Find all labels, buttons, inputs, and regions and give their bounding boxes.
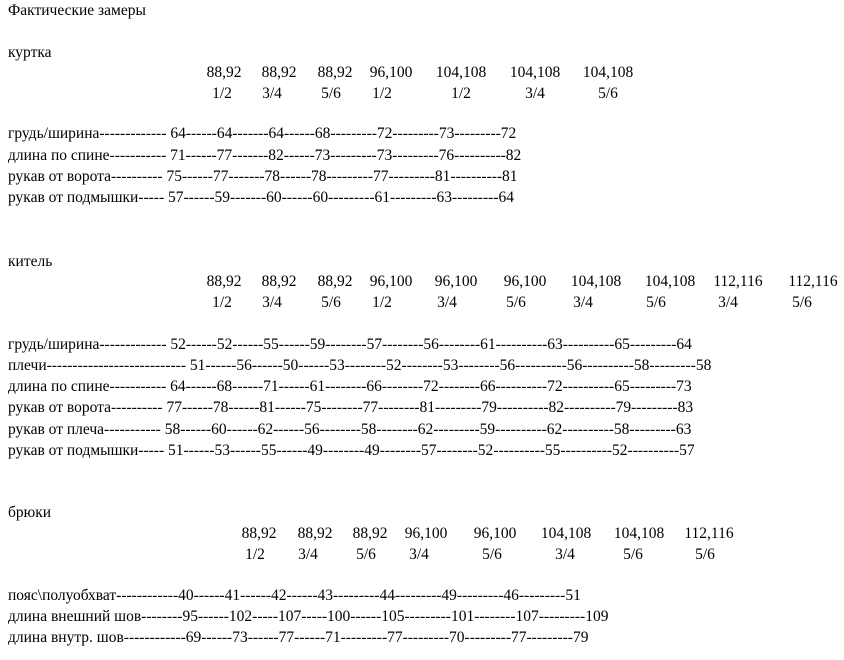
size-height: 88,92 (352, 525, 388, 542)
size-height: 88,92 (241, 525, 277, 542)
size-height: 88,92 (261, 273, 297, 290)
section-title-tunic: китель (8, 253, 53, 270)
measurement-row: рукав от ворота---------- 75------77-------78------78---------77---------81----------81 (8, 168, 518, 185)
measurement-row: длина по спине----------- 71------77-------82------73---------73---------76----------82 (8, 147, 522, 164)
size-fit: 5/6 (482, 546, 502, 563)
size-fit: 5/6 (321, 294, 341, 311)
size-height: 88,92 (317, 273, 353, 290)
size-fit: 5/6 (506, 294, 526, 311)
measurement-row: грудь/ширина------------- 52------52------55------59--------57--------56--------61----------63----------65---------64 (8, 336, 692, 353)
size-height: 96,100 (503, 273, 547, 290)
size-height: 96,100 (369, 273, 413, 290)
measurement-row: рукав от ворота---------- 77------78------81------75--------77--------81---------79----------82----------79---------83 (8, 399, 694, 416)
section-title-trousers: брюки (8, 504, 52, 521)
size-height: 96,100 (434, 273, 478, 290)
measurement-row: рукав от подмышки----- 57------59-------60------60---------61---------63---------64 (8, 189, 514, 206)
size-height: 88,92 (206, 64, 242, 81)
measurement-row: длина внешний шов--------95------102-----107-----100------105---------101--------107---------109 (8, 608, 609, 625)
size-fit: 1/2 (245, 546, 265, 563)
measurement-row: плечи--------------------------- 51------56------50------53--------52--------53--------56----------56----------58---------58 (8, 357, 712, 374)
size-height: 104,108 (613, 525, 665, 542)
size-fit: 5/6 (695, 546, 715, 563)
size-fit: 3/4 (298, 546, 318, 563)
size-height: 88,92 (317, 64, 353, 81)
size-fit: 3/4 (525, 85, 545, 102)
size-fit: 3/4 (437, 294, 457, 311)
size-height: 104,108 (570, 273, 622, 290)
size-fit: 3/4 (409, 546, 429, 563)
size-height: 96,100 (404, 525, 448, 542)
size-height: 88,92 (206, 273, 242, 290)
size-fit: 3/4 (555, 546, 575, 563)
page-title: Фактические замеры (8, 2, 146, 19)
size-fit: 3/4 (262, 85, 282, 102)
size-height: 96,100 (473, 525, 517, 542)
size-fit: 5/6 (646, 294, 666, 311)
size-fit: 3/4 (718, 294, 738, 311)
size-fit: 5/6 (321, 85, 341, 102)
size-height: 88,92 (261, 64, 297, 81)
measurement-row: рукав от подмышки----- 51------53------55------49--------49--------57--------52----------55----------52----------57 (8, 442, 695, 459)
size-height: 112,116 (713, 273, 763, 290)
size-height: 88,92 (297, 525, 333, 542)
size-fit: 5/6 (792, 294, 812, 311)
size-height: 104,108 (582, 64, 634, 81)
size-fit: 1/2 (372, 85, 392, 102)
size-fit: 5/6 (598, 85, 618, 102)
size-height: 112,116 (788, 273, 838, 290)
size-height: 112,116 (684, 525, 734, 542)
measurement-row: длина внутр. шов------------69------73------77------71---------77---------70---------77---------79 (8, 629, 589, 646)
size-height: 104,108 (509, 64, 561, 81)
measurement-row: рукав от плеча----------- 58------60------62------56--------58--------62---------59----------62----------58---------63 (8, 421, 692, 438)
size-height: 104,108 (644, 273, 696, 290)
size-fit: 3/4 (262, 294, 282, 311)
size-fit: 5/6 (623, 546, 643, 563)
section-title-jacket: куртка (8, 44, 52, 61)
size-fit: 1/2 (212, 294, 232, 311)
size-fit: 3/4 (573, 294, 593, 311)
size-height: 104,108 (435, 64, 487, 81)
size-fit: 1/2 (451, 85, 471, 102)
size-height: 96,100 (369, 64, 413, 81)
measurement-row: пояс\полуобхват------------40------41------42------43---------44---------49---------46---------51 (8, 587, 581, 604)
size-fit: 1/2 (212, 85, 232, 102)
size-fit: 1/2 (372, 294, 392, 311)
size-fit: 5/6 (356, 546, 376, 563)
measurement-row: грудь/ширина------------- 64------64-------64------68---------72---------73---------72 (8, 125, 517, 142)
measurement-row: длина по спине----------- 64------68------71------61--------66--------72--------66----------72----------65---------73 (8, 378, 692, 395)
size-height: 104,108 (540, 525, 592, 542)
